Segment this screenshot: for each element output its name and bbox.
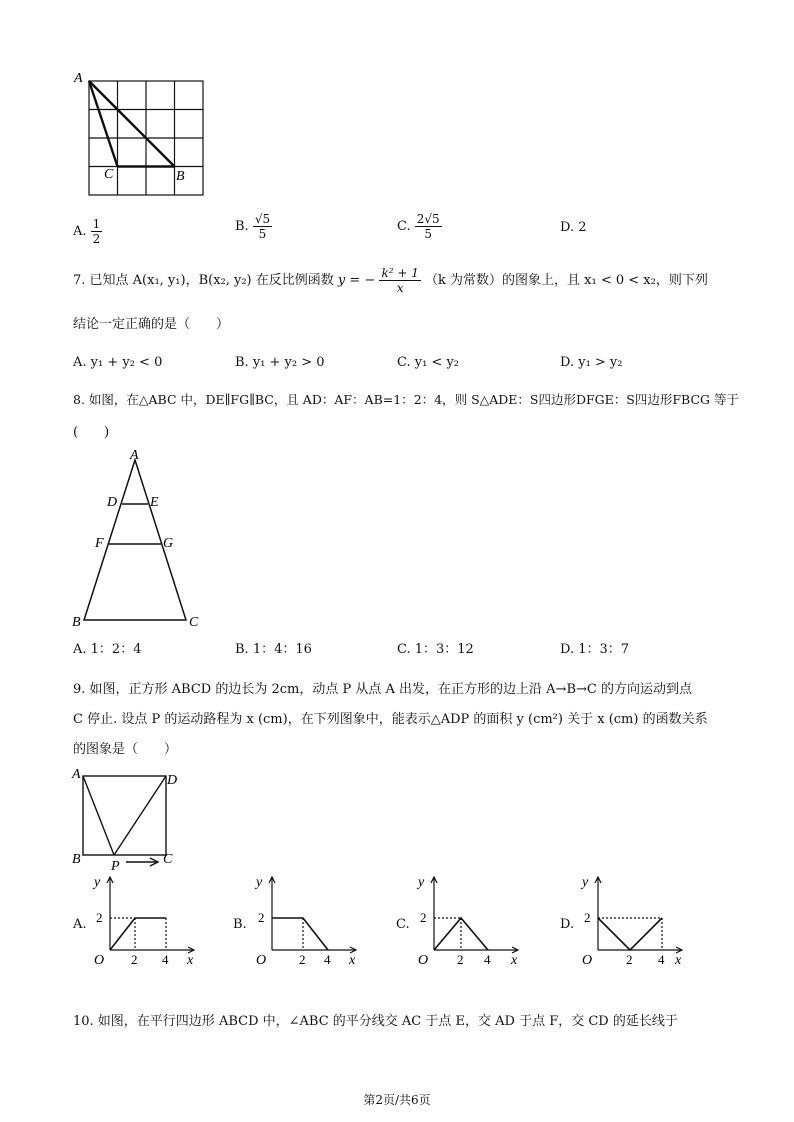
fraction: $\frac{\text{k² + 1}}{x}$ [381, 266, 419, 295]
q9-stem-line2: C 停止. 设点 P 的运动路程为 x (cm)，在下列图象中，能表示△ADP 的面积 y (cm²) 关于 x (cm) 的函数关系 [73, 712, 708, 727]
point-label-f: F [95, 536, 104, 551]
q9-option-c-label: C. [396, 917, 410, 932]
q6-grid-figure [70, 70, 215, 200]
q8-option-a: A. 1：2：4 [73, 642, 142, 657]
q8-stem-line2: ( ) [73, 425, 110, 440]
point-label-c: C [189, 615, 199, 630]
q6-option-a: A. $\frac{1}{2}$ [73, 217, 101, 246]
tick-y-2: 2 [96, 910, 103, 925]
origin-label: O [256, 953, 267, 968]
fraction: $\frac{√5}{5}$ [254, 212, 271, 241]
q10-stem-line1: 10. 如图，在平行四边形 ABCD 中，∠ABC 的平分线交 AC 于点 E，交 AD 于点 F，交 CD 的延长线于 [73, 1014, 678, 1029]
tick-x-4: 4 [324, 952, 331, 967]
tick-y-2: 2 [584, 910, 591, 925]
axis-x-label: x [187, 953, 194, 968]
tick-x-4: 4 [658, 952, 665, 967]
q9-graph-b [250, 870, 365, 970]
tick-x-4: 4 [484, 952, 491, 967]
point-label-a: A [72, 767, 81, 782]
tick-y-2: 2 [420, 910, 427, 925]
point-label-c: C [163, 852, 173, 867]
q8-option-d: D. 1：3：7 [560, 642, 630, 657]
tick-x-4: 4 [162, 952, 169, 967]
q9-option-a-label: A. [73, 917, 87, 932]
point-label-p: P [111, 859, 120, 874]
fraction: $\frac{1}{2}$ [92, 217, 101, 246]
q6-option-d: D. 2 [560, 220, 587, 235]
origin-label: O [582, 953, 593, 968]
point-label-a: A [74, 71, 83, 86]
axis-y-label: y [94, 875, 101, 890]
q8-stem-line1: 8. 如图，在△ABC 中，DE∥FG∥BC，且 AD：AF：AB=1：2：4，则 S△ADE：S四边形DFGE：S四边形FBCG 等于 [73, 392, 739, 407]
q7-option-c: C. y₁ < y₂ [397, 355, 460, 370]
point-label-d: D [107, 495, 118, 510]
tick-x-2: 2 [299, 952, 306, 967]
q9-graph-a [88, 870, 203, 970]
q7-option-d: D. y₁ > y₂ [560, 355, 623, 370]
point-label-b: B [72, 615, 81, 630]
q7-option-b: B. y₁ + y₂ > 0 [235, 355, 325, 370]
point-label-b: B [72, 852, 81, 867]
axis-x-label: x [349, 953, 356, 968]
tick-y-2: 2 [258, 910, 265, 925]
q9-graph-d [576, 870, 691, 970]
q6-option-c: C. $\frac{2√5}{5}$ [397, 212, 440, 241]
axis-y-label: y [256, 875, 263, 890]
tick-x-2: 2 [131, 952, 138, 967]
origin-label: O [418, 953, 429, 968]
q8-option-c: C. 1：3：12 [397, 642, 474, 657]
q7-option-a: A. y₁ + y₂ < 0 [73, 355, 163, 370]
point-label-g: G [163, 536, 174, 551]
q6-option-b: B. $\frac{√5}{5}$ [235, 212, 271, 241]
page-footer: 第2页/共6页 [363, 1093, 431, 1107]
q7-stem-line1: 7. 已知点 A(x₁, y₁)，B(x₂, y₂) 在反比例函数 y = − $\frac{\text{k² + 1}}{x}$ （k 为常数）的图象上，且 x₁ < 0 < x₂，则下列 [73, 266, 708, 295]
q9-option-b-label: B. [233, 917, 247, 932]
axis-y-label: y [418, 875, 425, 890]
point-label-d: D [167, 773, 178, 788]
point-label-b: B [176, 169, 185, 184]
tick-x-2: 2 [626, 952, 633, 967]
q9-square-figure [70, 764, 185, 874]
axis-x-label: x [511, 953, 518, 968]
q9-stem-line3: 的图象是（ ） [73, 742, 178, 757]
point-label-e: E [150, 495, 159, 510]
point-label-a: A [130, 448, 139, 463]
origin-label: O [94, 953, 105, 968]
tick-x-2: 2 [457, 952, 464, 967]
q8-option-b: B. 1：4：16 [235, 642, 312, 657]
q9-graph-c [412, 870, 527, 970]
q7-stem-line2: 结论一定正确的是（ ） [73, 317, 230, 332]
point-label-c: C [104, 167, 114, 182]
axis-x-label: x [675, 953, 682, 968]
axis-y-label: y [582, 875, 589, 890]
q9-stem-line1: 9. 如图，正方形 ABCD 的边长为 2cm，动点 P 从点 A 出发，在正方形的边上沿 A→B→C 的方向运动到点 [73, 682, 692, 697]
q9-option-d-label: D. [560, 917, 575, 932]
fraction: $\frac{2√5}{5}$ [416, 212, 440, 241]
q8-triangle-figure [70, 443, 210, 633]
